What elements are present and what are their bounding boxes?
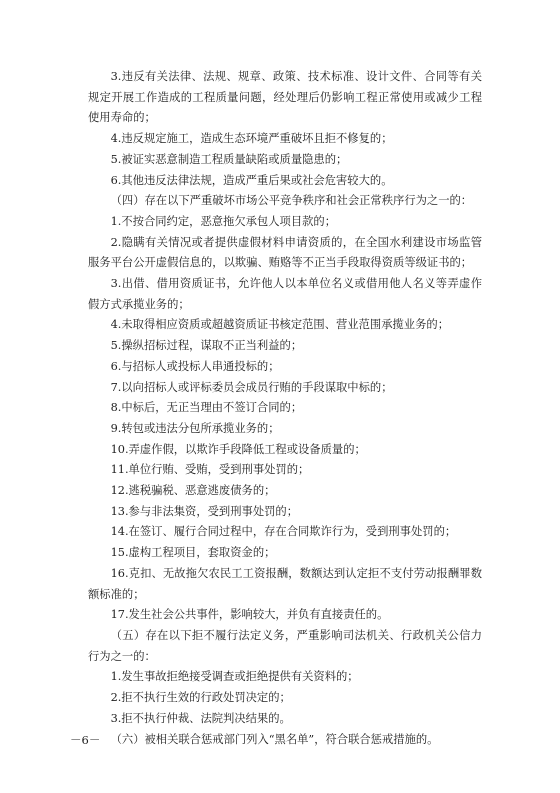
paragraph: 6.与招标人或投标人串通投标的； bbox=[110, 359, 280, 373]
paragraph: 8.中标后，无正当理由不签订合同的； bbox=[110, 401, 303, 415]
paragraph: 11.单位行贿、受贿，受到刑事处罚的； bbox=[110, 463, 310, 477]
paragraph: 1.不按合同约定，恶意拖欠承包人项目款的； bbox=[110, 214, 337, 228]
section-heading: （五）存在以下拒不履行法定义务，严重影响司法机关、行政机关公信力行为之一的： bbox=[88, 628, 482, 663]
paragraph: 9.转包或违法分包所承揽业务的； bbox=[110, 421, 280, 435]
paragraph: 2.隐瞒有关情况或者提供虚假材料申请资质的，在全国水利建设市场监管服务平台公开虚假信息的，以欺骗、贿赂等不正当手段取得资质等级证书的； bbox=[88, 235, 482, 270]
page-number: －6－ bbox=[70, 733, 101, 747]
paragraph: 3.出借、借用资质证书，允许他人以本单位名义或借用他人名义等弄虚作假方式承揽业务的； bbox=[88, 277, 482, 311]
paragraph: 14.在签订、履行合同过程中，存在合同欺诈行为，受到刑事处罚的； bbox=[110, 525, 457, 539]
section-heading: （六）被相关联合惩戒部门列入“黑名单”，符合联合惩戒措施的。 bbox=[110, 732, 439, 746]
paragraph: 13.参与非法集资，受到刑事处罚的； bbox=[110, 504, 299, 518]
paragraph: 10.弄虚作假，以欺诈手段降低工程或设备质量的； bbox=[110, 442, 366, 456]
section-heading: （四）存在以下严重破坏市场公平竞争秩序和社会正常秩序行为之一的： bbox=[110, 194, 473, 208]
body-text bbox=[88, 67, 482, 750]
paragraph: 16.克扣、无故拖欠农民工工资报酬，数额达到认定拒不支付劳动报酬罪数额标准的； bbox=[88, 566, 482, 601]
paragraph: 5.被证实恶意制造工程质量缺陷或质量隐患的； bbox=[110, 152, 348, 166]
paragraph: 5.操纵招标过程，谋取不正当利益的； bbox=[110, 339, 303, 353]
paragraph: 3.违反有关法律、法规、规章、政策、技术标准、设计文件、合同等有关规定开展工作造成的工程质量问题，经处理后仍影响工程正常使用或减少工程使用寿命的； bbox=[88, 70, 482, 125]
paragraph: 1.发生事故拒绝接受调查或拒绝提供有关资料的； bbox=[110, 670, 359, 684]
paragraph: 4.违反规定施工，造成生态环境严重破坏且拒不修复的； bbox=[110, 132, 393, 146]
paragraph: 6.其他违反法律法规，造成严重后果或社会危害较大的。 bbox=[110, 173, 393, 187]
paragraph: 4.未取得相应资质或超越资质证书核定范围、营业范围承揽业务的； bbox=[110, 318, 449, 332]
paragraph: 17.发生社会公共事件，影响较大，并负有直接责任的。 bbox=[110, 608, 389, 622]
paragraph: 7.以向招标人或评标委员会成员行贿的手段谋取中标的； bbox=[110, 380, 393, 394]
paragraph: 3.拒不执行仲裁、法院判决结果的。 bbox=[110, 711, 291, 725]
paragraph: 2.拒不执行生效的行政处罚决定的； bbox=[110, 691, 291, 705]
paragraph: 15.虚构工程项目，套取资金的； bbox=[110, 546, 276, 560]
paragraph: 12.逃税骗税、恶意逃废债务的； bbox=[110, 484, 276, 498]
